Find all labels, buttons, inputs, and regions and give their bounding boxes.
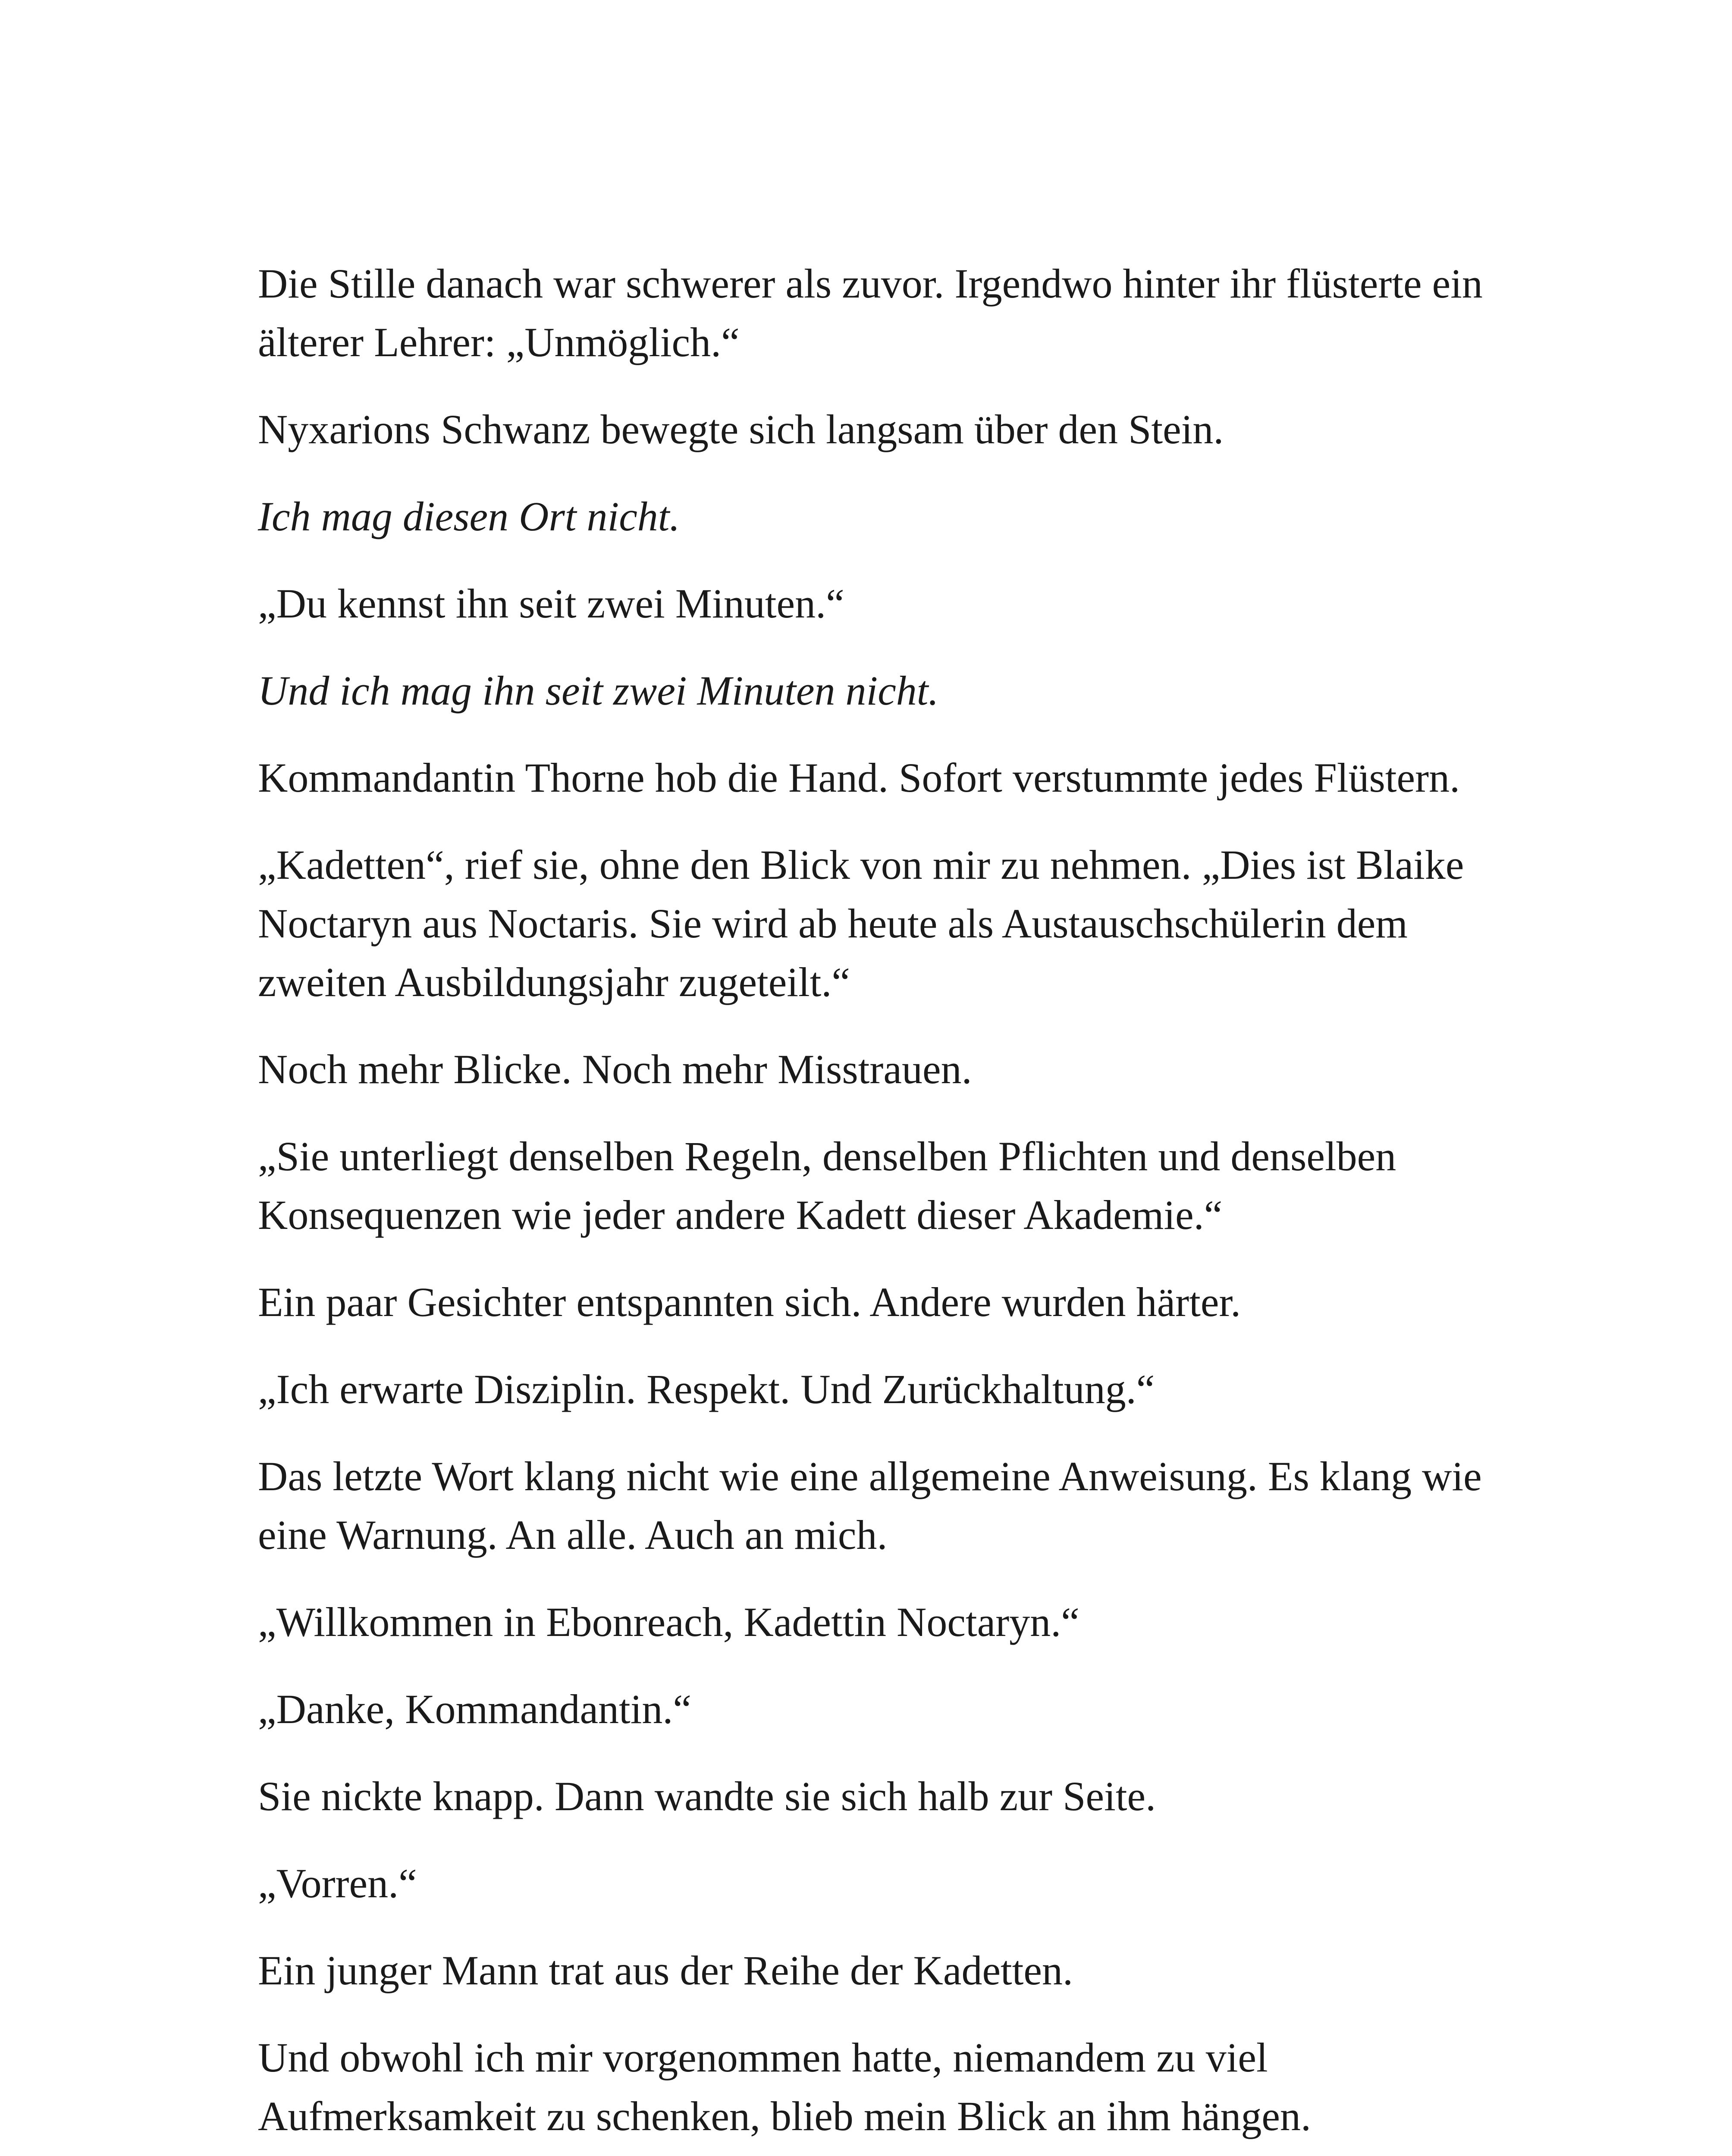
paragraph: Kommandantin Thorne hob die Hand. Sofort verstummte jedes Flüstern. xyxy=(258,755,1460,801)
paragraph-italic-thought: Ich mag diesen Ort nicht. xyxy=(258,493,680,539)
paragraph: „Danke, Kommandantin.“ xyxy=(258,1686,691,1732)
paragraph: Sie nickte knapp. Dann wandte sie sich halb zur Seite. xyxy=(258,1773,1156,1819)
paragraph: „Du kennst ihn seit zwei Minuten.“ xyxy=(258,580,844,627)
paragraph: „Ich erwarte Disziplin. Respekt. Und Zurückhaltung.“ xyxy=(258,1366,1155,1412)
paragraph: Noch mehr Blicke. Noch mehr Misstrauen. xyxy=(258,1046,972,1092)
paragraph: „Sie unterliegt denselben Regeln, denselben Pflichten und denselben Konsequenzen wie jeder andere Kadett dieser Akademie.“ xyxy=(258,1133,1396,1238)
paragraph: Die Stille danach war schwerer als zuvor. Irgendwo hinter ihr flüsterte ein älterer Lehrer: „Unmöglich.“ xyxy=(258,260,1483,365)
paragraph-italic-thought: Und ich mag ihn seit zwei Minuten nicht. xyxy=(258,667,939,714)
paragraph: Nyxarions Schwanz bewegte sich langsam über den Stein. xyxy=(258,406,1224,452)
paragraph: Und obwohl ich mir vorgenommen hatte, niemandem zu viel Aufmerksamkeit zu schenken, blieb mein Blick an ihm hängen. xyxy=(258,2034,1311,2139)
paragraph: „Vorren.“ xyxy=(258,1860,417,1906)
paragraph: Ein junger Mann trat aus der Reihe der Kadetten. xyxy=(258,1947,1073,1993)
paragraph: „Willkommen in Ebonreach, Kadettin Noctaryn.“ xyxy=(258,1599,1079,1645)
page-body-text xyxy=(258,254,1491,2156)
paragraph: Ein paar Gesichter entspannten sich. Andere wurden härter. xyxy=(258,1279,1241,1325)
paragraph: „Kadetten“, rief sie, ohne den Blick von mir zu nehmen. „Dies ist Blaike Noctaryn aus Noctaris. Sie wird ab heute als Austauschschülerin dem zweiten Ausbildungsjahr zugeteilt.“ xyxy=(258,842,1464,1005)
paragraph: Das letzte Wort klang nicht wie eine allgemeine Anweisung. Es klang wie eine Warnung. An alle. Auch an mich. xyxy=(258,1453,1482,1558)
